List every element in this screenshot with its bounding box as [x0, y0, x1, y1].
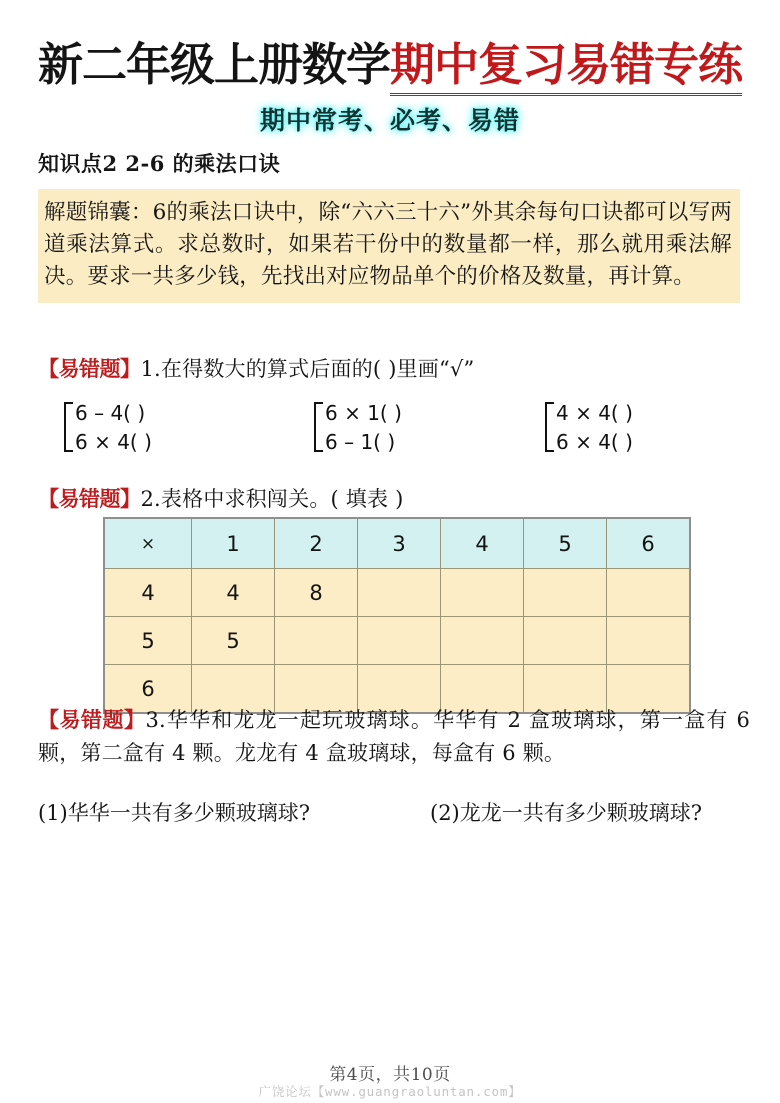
question-3-sub-1: (1)华华一共有多少颗玻璃球?: [38, 801, 311, 825]
table-cell[interactable]: [358, 569, 441, 617]
question-2-text: 2.表格中求积闯关。( 填表 ): [140, 487, 404, 511]
question-3-sub-2: (2)龙龙一共有多少颗玻璃球?: [430, 801, 703, 825]
left-brace-icon: [64, 402, 73, 452]
table-row: [104, 617, 690, 665]
table-cell[interactable]: 5: [192, 617, 275, 665]
expression-bottom[interactable]: 6 × 4( ): [75, 430, 152, 454]
question-3-text: 3.华华和龙龙一起玩玻璃球。华华有 2 盒玻璃球，第一盒有 6 颗，第二盒有 4 颗。龙龙有 4 盒玻璃球，每盒有 6 颗。: [38, 708, 751, 765]
question-1-badge: 【易错题】: [38, 356, 141, 381]
table-row: [104, 569, 690, 617]
question-2-prompt: [38, 483, 403, 513]
table-cell[interactable]: 8: [275, 569, 358, 617]
question-1-bracket-groups: [0, 399, 780, 461]
multiplication-grid-table: [103, 517, 691, 714]
table-header-cell-6: 6: [607, 518, 691, 569]
bracket-group-1: [64, 399, 152, 457]
table-header-cell-4: 4: [441, 518, 524, 569]
table-header-cell-1: 1: [192, 518, 275, 569]
table-row-label: 5: [104, 617, 192, 665]
page-title: [0, 28, 780, 93]
left-brace-icon: [314, 402, 323, 452]
table-header-cell-3: 3: [358, 518, 441, 569]
expression-top[interactable]: 6 – 4( ): [75, 401, 146, 425]
question-3-badge: 【易错题】: [38, 707, 146, 732]
table-cell[interactable]: [607, 617, 691, 665]
question-3-prompt: [38, 703, 750, 770]
question-1-prompt: [38, 353, 474, 383]
table-row-label: 4: [104, 569, 192, 617]
table-row-label: 6: [104, 665, 192, 714]
table-cell[interactable]: [607, 569, 691, 617]
knowledge-point-heading: 知识点2 2-6 的乘法口诀: [38, 151, 281, 176]
table-cell[interactable]: [441, 569, 524, 617]
table-cell[interactable]: [358, 617, 441, 665]
bracket-group-2: [314, 399, 402, 457]
expression-bottom[interactable]: 6 – 1( ): [325, 430, 396, 454]
table-cell[interactable]: [275, 617, 358, 665]
table-cell[interactable]: [524, 569, 607, 617]
page-title-black-part: 新二年级上册数学: [37, 38, 390, 91]
table-cell[interactable]: [524, 617, 607, 665]
expression-top[interactable]: 6 × 1( ): [325, 401, 402, 425]
expression-bottom[interactable]: 6 × 4( ): [556, 430, 633, 454]
question-3-sub-questions: [0, 797, 780, 827]
table-cell[interactable]: [441, 617, 524, 665]
expression-top[interactable]: 4 × 4( ): [556, 401, 633, 425]
table-header-cell-2: 2: [275, 518, 358, 569]
page-subtitle: 期中常考、必考、易错: [259, 106, 520, 135]
bracket-group-3: [545, 399, 633, 457]
question-2-badge: 【易错题】: [38, 486, 141, 511]
question-1-text: 1.在得数大的算式后面的( )里画“√”: [140, 357, 475, 381]
page-title-red-part: 期中复习易错专练: [390, 38, 742, 96]
footer-watermark: 广饶论坛【www.guangraoluntan.com】: [258, 1084, 522, 1099]
table-header-cell-5: 5: [524, 518, 607, 569]
table-header-row: [104, 518, 690, 569]
table-cell[interactable]: 4: [192, 569, 275, 617]
footer-page-number: 第4页，共10页: [329, 1065, 451, 1085]
left-brace-icon: [545, 402, 554, 452]
table-header-cell-operator: ×: [104, 518, 192, 569]
tip-box: 解题锦囊：6的乘法口诀中，除“六六三十六”外其余每句口诀都可以写两道乘法算式。求总数时，如果若干份中的数量都一样，那么就用乘法解决。要求一共多少钱，先找出对应物品单个的价格及数量，再计算。: [38, 189, 740, 303]
